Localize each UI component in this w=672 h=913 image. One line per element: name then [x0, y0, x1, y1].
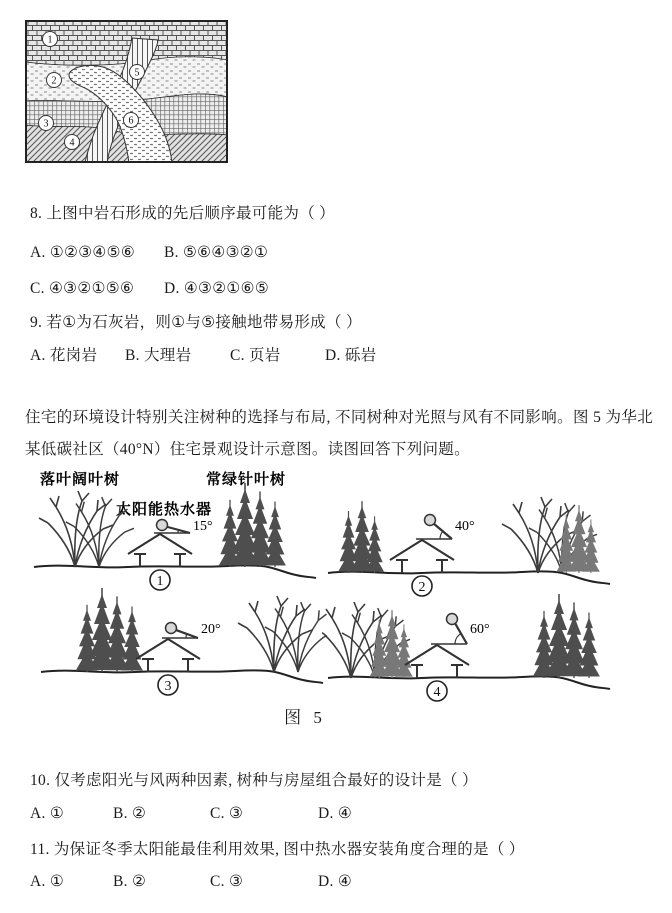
- heater-tank: [425, 515, 436, 526]
- q8-option-d: D. ④③②①⑥⑤: [164, 280, 270, 297]
- question-10-stem: 10. 仅考虑阳光与风两种因素, 树种与房屋组合最好的设计是（ ）: [30, 772, 478, 789]
- question-8-stem: 8. 上图中岩石形成的先后顺序最可能为（ ）: [30, 205, 335, 222]
- angle-label: 15°: [193, 519, 213, 534]
- question-11-options: [30, 872, 352, 891]
- rock-cross-section-figure: [25, 20, 228, 163]
- q11-option-a: A. ①: [30, 873, 65, 890]
- solar-heater: [162, 623, 198, 640]
- panel-number-badge: [158, 675, 178, 695]
- svg-text:3: 3: [164, 679, 172, 694]
- ground-line: [41, 670, 323, 683]
- solar-heater: [154, 520, 190, 535]
- q9-option-b: B. 大理岩: [125, 347, 192, 364]
- heater-tank: [157, 520, 168, 531]
- q8-option-b: B. ⑤⑥④③②①: [164, 244, 269, 261]
- q10-option-d: D. ④: [318, 805, 353, 822]
- question-9-options: [30, 343, 376, 365]
- q8-option-c: C. ④③②①⑤⑥: [30, 280, 135, 297]
- q10-option-c: C. ③: [210, 805, 244, 822]
- passage-text: 住宅的环境设计特别关注树种的选择与布局, 不同树种对光照与风有不同影响。图 5 为华北某低碳社区（40°N）住宅景观设计示意图。读图回答下列问题。: [25, 409, 653, 458]
- q11-option-d: D. ④: [318, 873, 353, 890]
- conifer-trees: [219, 483, 286, 567]
- angle-label: 60°: [470, 622, 490, 637]
- conifer-trees: [533, 594, 600, 678]
- solar-heater: [416, 515, 452, 541]
- conifer-tree-label: 常绿针叶树: [206, 472, 287, 488]
- heater-tank: [166, 623, 177, 634]
- q9-option-d: D. 砾岩: [325, 347, 377, 364]
- panel-number-badge: [427, 681, 447, 701]
- q8-option-a: A. ①②③④⑤⑥: [30, 244, 136, 261]
- region-label-6: 6: [128, 115, 134, 127]
- region-label-2: 2: [51, 75, 57, 87]
- figure5-caption: 图 5: [284, 708, 326, 727]
- q11-option-c: C. ③: [210, 873, 244, 890]
- question-9-stem: 9. 若①为石灰岩，则①与⑤接触地带易形成（ ）: [30, 314, 362, 331]
- angle-label: 20°: [201, 622, 221, 637]
- ground-line: [328, 676, 610, 689]
- q11-option-b: B. ②: [113, 873, 147, 890]
- figure5-panel-3: [35, 575, 327, 700]
- svg-text:2: 2: [418, 580, 426, 595]
- q10-option-a: A. ①: [30, 805, 65, 822]
- deciduous-tree: [238, 596, 327, 672]
- question-10-options: [30, 804, 352, 823]
- region-label-1: 1: [47, 34, 53, 46]
- region-label-4: 4: [69, 137, 75, 149]
- figure5-panel-4: [322, 581, 614, 706]
- heater-tank: [447, 614, 458, 625]
- conifer-trees: [338, 501, 384, 573]
- solar-heater-label: 太阳能热水器: [116, 502, 213, 518]
- mixed-trees: [502, 497, 600, 573]
- question-8-options-row-2: [30, 279, 269, 298]
- q9-option-a: A. 花岗岩: [30, 347, 98, 364]
- question-11-stem: 11. 为保证冬季太阳能最佳利用效果, 图中热水器安装角度合理的是（ ）: [30, 841, 525, 858]
- conifer-trees: [76, 588, 143, 672]
- deciduous-tree-label: 落叶阔叶树: [40, 472, 121, 488]
- mixed-trees: [322, 602, 413, 678]
- solar-heater: [431, 614, 467, 646]
- angle-label: 40°: [455, 519, 475, 534]
- q10-option-b: B. ②: [113, 805, 147, 822]
- house-with-heater: [405, 614, 490, 702]
- region-label-3: 3: [43, 118, 49, 130]
- svg-text:4: 4: [433, 685, 441, 700]
- house-with-heater: [136, 622, 221, 695]
- region-label-5: 5: [134, 67, 140, 79]
- svg-text:1: 1: [156, 574, 164, 589]
- question-8-options-row-1: [30, 243, 268, 262]
- q9-option-c: C. 页岩: [230, 347, 281, 364]
